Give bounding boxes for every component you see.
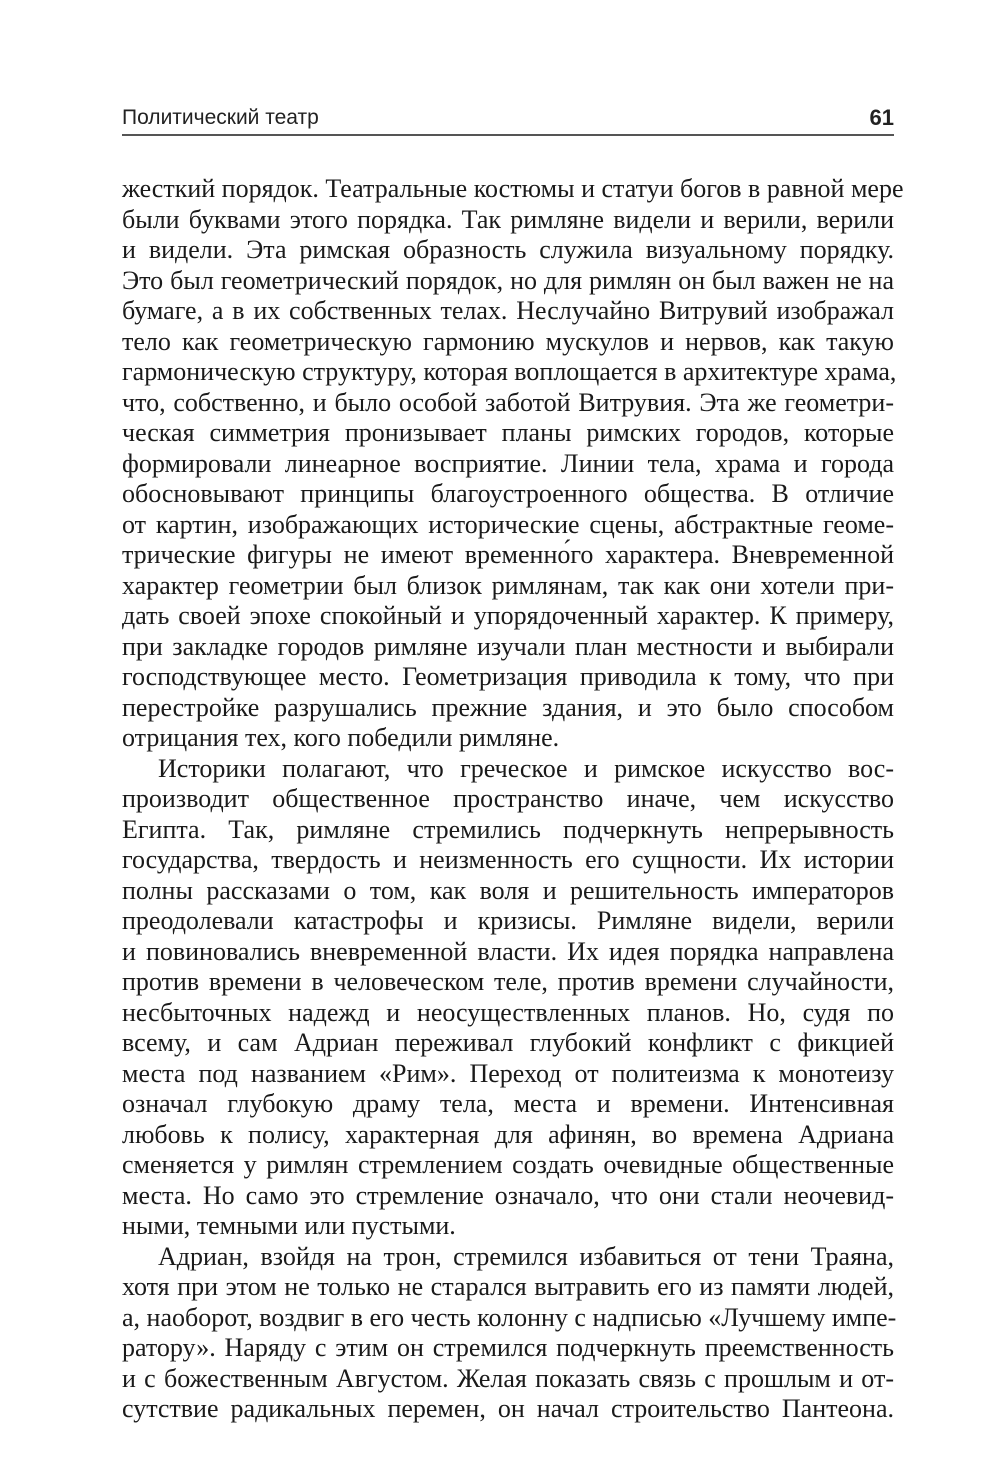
text-line: ческая симметрия пронизывает планы римских городов, которые (122, 418, 894, 447)
page-header (122, 104, 894, 136)
text-line: Историки полагают, что греческое и римское искусство вос- (158, 753, 894, 783)
text-line: полны рассказами о том, как воля и решительность императоров (122, 875, 894, 905)
text-line: производит общественное пространство иначе, чем искусство (122, 784, 894, 813)
text-line: Египта. Так, римляне стремились подчеркнуть непрерывность (122, 814, 894, 844)
text-line: ратору». Наряду с этим он стремился подчеркнуть преемственность (122, 1333, 894, 1362)
text-line: места под названием «Рим». Переход от политеизма к монотеизу (122, 1058, 894, 1088)
text-line: обосновывают принципы благоустроенного общества. В отличие (122, 479, 894, 508)
text-line: характер геометрии был близок римлянам, так как они хотели при- (122, 570, 894, 600)
text-line: Это был геометрический порядок, но для римлян он был важен не на (122, 265, 894, 295)
text-line: и повиновались вневременной власти. Их идея порядка направлена (122, 936, 894, 966)
text-line: государства, твердость и неизменность его сущности. Их истории (122, 845, 894, 874)
text-line: любовь к полису, характерная для афинян, во времена Адриана (122, 1119, 894, 1149)
text-line: а, наоборот, воздвиг в его честь колонну с надписью «Лучшему импе- (122, 1302, 897, 1332)
text-line: дать своей эпохе спокойный и упорядоченный характер. К примеру, (122, 601, 894, 630)
page-number: 61 (869, 105, 894, 130)
text-line: формировали линеарное восприятие. Линии тела, храма и города (122, 448, 894, 478)
text-line: тело как геометрическую гармонию мускулов и нервов, как такую (122, 326, 894, 356)
text-line: несбыточных надежд и неосуществленных планов. Но, судя по (122, 997, 894, 1027)
text-line: господствующее место. Геометризация приводила к тому, что при (122, 662, 894, 691)
text-line: преодолевали катастрофы и кризисы. Римляне видели, верили (122, 906, 894, 935)
running-title: Политический театр (122, 106, 319, 129)
body-text (122, 174, 904, 1425)
text-line: трические фигуры не имеют временно́го характера. Вневременной (122, 540, 894, 569)
text-line: против времени в человеческом теле, против времени случайности, (122, 967, 894, 996)
text-line: и с божественным Августом. Желая показать связь с прошлым и от- (122, 1363, 894, 1393)
text-line: что, собственно, и было особой заботой Витрувия. Эта же геометри- (122, 387, 894, 417)
text-line: ными, темными или пустыми. (122, 1211, 456, 1240)
text-line: от картин, изображающих исторические сцены, абстрактные геоме- (122, 509, 894, 539)
text-line: перестройке разрушались прежние здания, и это было способом (122, 692, 894, 722)
text-line: хотя при этом не только не старался вытравить его из памяти людей, (122, 1272, 894, 1301)
text-line: означал глубокую драму тела, места и времени. Интенсивная (122, 1089, 894, 1118)
text-line: бумаге, а в их собственных телах. Неслучайно Витрувий изображал (122, 296, 894, 325)
text-line: гармоническую структуру, которая воплощается в архитектуре храма, (122, 357, 897, 386)
text-line: при закладке городов римляне изучали план местности и выбирали (122, 631, 894, 661)
text-line: и видели. Эта римская образность служила визуальному порядку. (122, 235, 894, 264)
text-line: Адриан, взойдя на трон, стремился избавиться от тени Траяна, (158, 1241, 894, 1271)
text-line: места. Но само это стремление означало, что они стали неочевид- (122, 1180, 894, 1210)
text-line: сменяется у римлян стремлением создать очевидные общественные (122, 1150, 894, 1179)
text-line: жесткий порядок. Театральные костюмы и статуи богов в равной мере (122, 174, 904, 203)
text-line: были буквами этого порядка. Так римляне видели и верили, верили (122, 204, 894, 234)
text-line: отрицания тех, кого победили римляне. (122, 723, 560, 752)
text-line: сутствие радикальных перемен, он начал строительство Пантеона. (122, 1394, 894, 1423)
text-line: всему, и сам Адриан переживал глубокий конфликт с фикцией (122, 1028, 894, 1057)
